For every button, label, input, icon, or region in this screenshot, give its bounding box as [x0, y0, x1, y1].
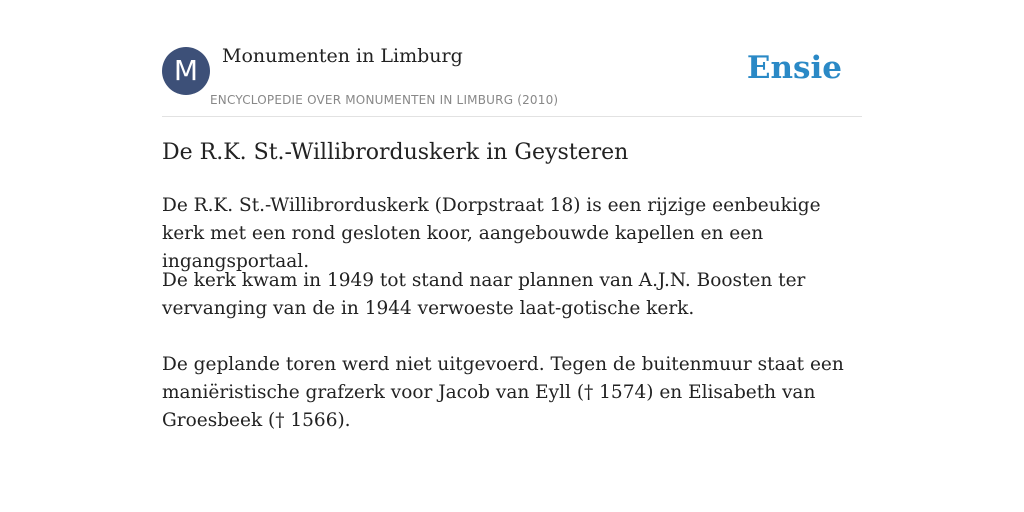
- source-title[interactable]: Monumenten in Limburg: [222, 45, 463, 67]
- article-paragraph-3: De geplande toren werd niet uitgevoerd. Tegen de buitenmuur staat een maniëristische grafzerk voor Jacob van Eyll († 1574) en Elisabeth van Groesbeek († 1566).: [162, 354, 844, 431]
- brand-logo[interactable]: Ensie: [746, 50, 842, 86]
- source-header: [162, 0, 862, 117]
- source-avatar[interactable]: M: [162, 47, 210, 95]
- source-subtitle: ENCYCLOPEDIE OVER MONUMENTEN IN LIMBURG (2010): [210, 93, 559, 107]
- article-paragraph-2: De kerk kwam in 1949 tot stand naar plannen van A.J.N. Boosten ter vervanging van de in 1944 verwoeste laat-gotische kerk.: [162, 270, 806, 319]
- article-paragraph-1: De R.K. St.-Willibrorduskerk (Dorpstraat 18) is een rijzige eenbeukige kerk met een rond gesloten koor, aangebouwde kapellen en een ingangsportaal.: [162, 195, 821, 272]
- article-title: De R.K. St.-Willibrorduskerk in Geysteren: [162, 140, 629, 165]
